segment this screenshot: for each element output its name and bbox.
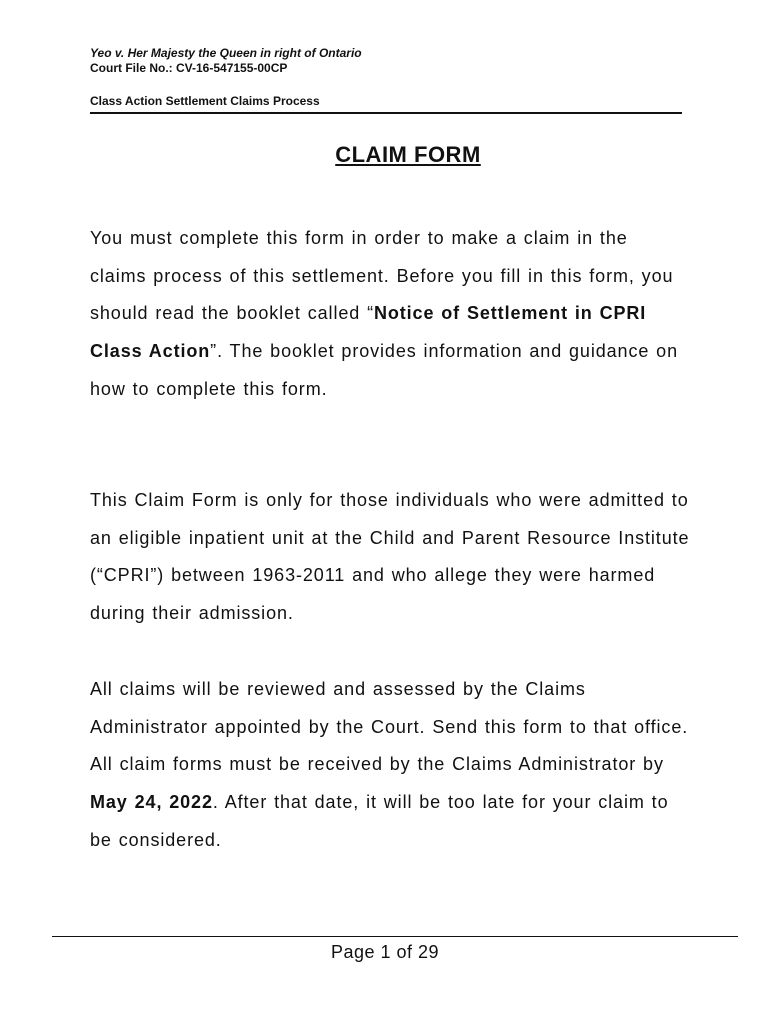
footer-divider [52,936,738,937]
deadline-date: May 24, 2022 [90,792,213,813]
booklet-name: Notice of Settlement in CPRI Class Action [90,303,647,362]
paragraph-eligibility: This Claim Form is only for those individuals who were admitted to an eligible inpatient unit at the Child and Parent Resource Institute (“CPRI”) between 1963-2011 and who allege they were harmed during their admission. [90,490,690,624]
paragraph-text: ”. The booklet provides information and guidance on how to complete this form. [90,341,679,399]
process-heading: Class Action Settlement Claims Process [90,94,682,114]
paragraph-text: You must complete this form in order to make a claim in the claims process of this settlement. Before you fill in this form, you should read the booklet called “ [90,228,674,324]
court-file-number: Court File No.: CV-16-547155-00CP [90,61,288,75]
case-title: Yeo v. Her Majesty the Queen in right of Ontario [90,46,362,60]
paragraph-instructions [90,220,690,409]
form-title: CLAIM FORM [335,142,481,167]
document-header [90,46,682,114]
paragraph-text: All claims will be reviewed and assessed by the Claims Administrator appointed by the Court. Send this form to that office. All claim forms must be received by the Claims Administrator by [90,679,689,775]
paragraph-text: . After that date, it will be too late for your claim to be considered. [90,792,669,850]
page-number: Page 1 of 29 [330,942,440,962]
paragraph-deadline [90,671,690,860]
